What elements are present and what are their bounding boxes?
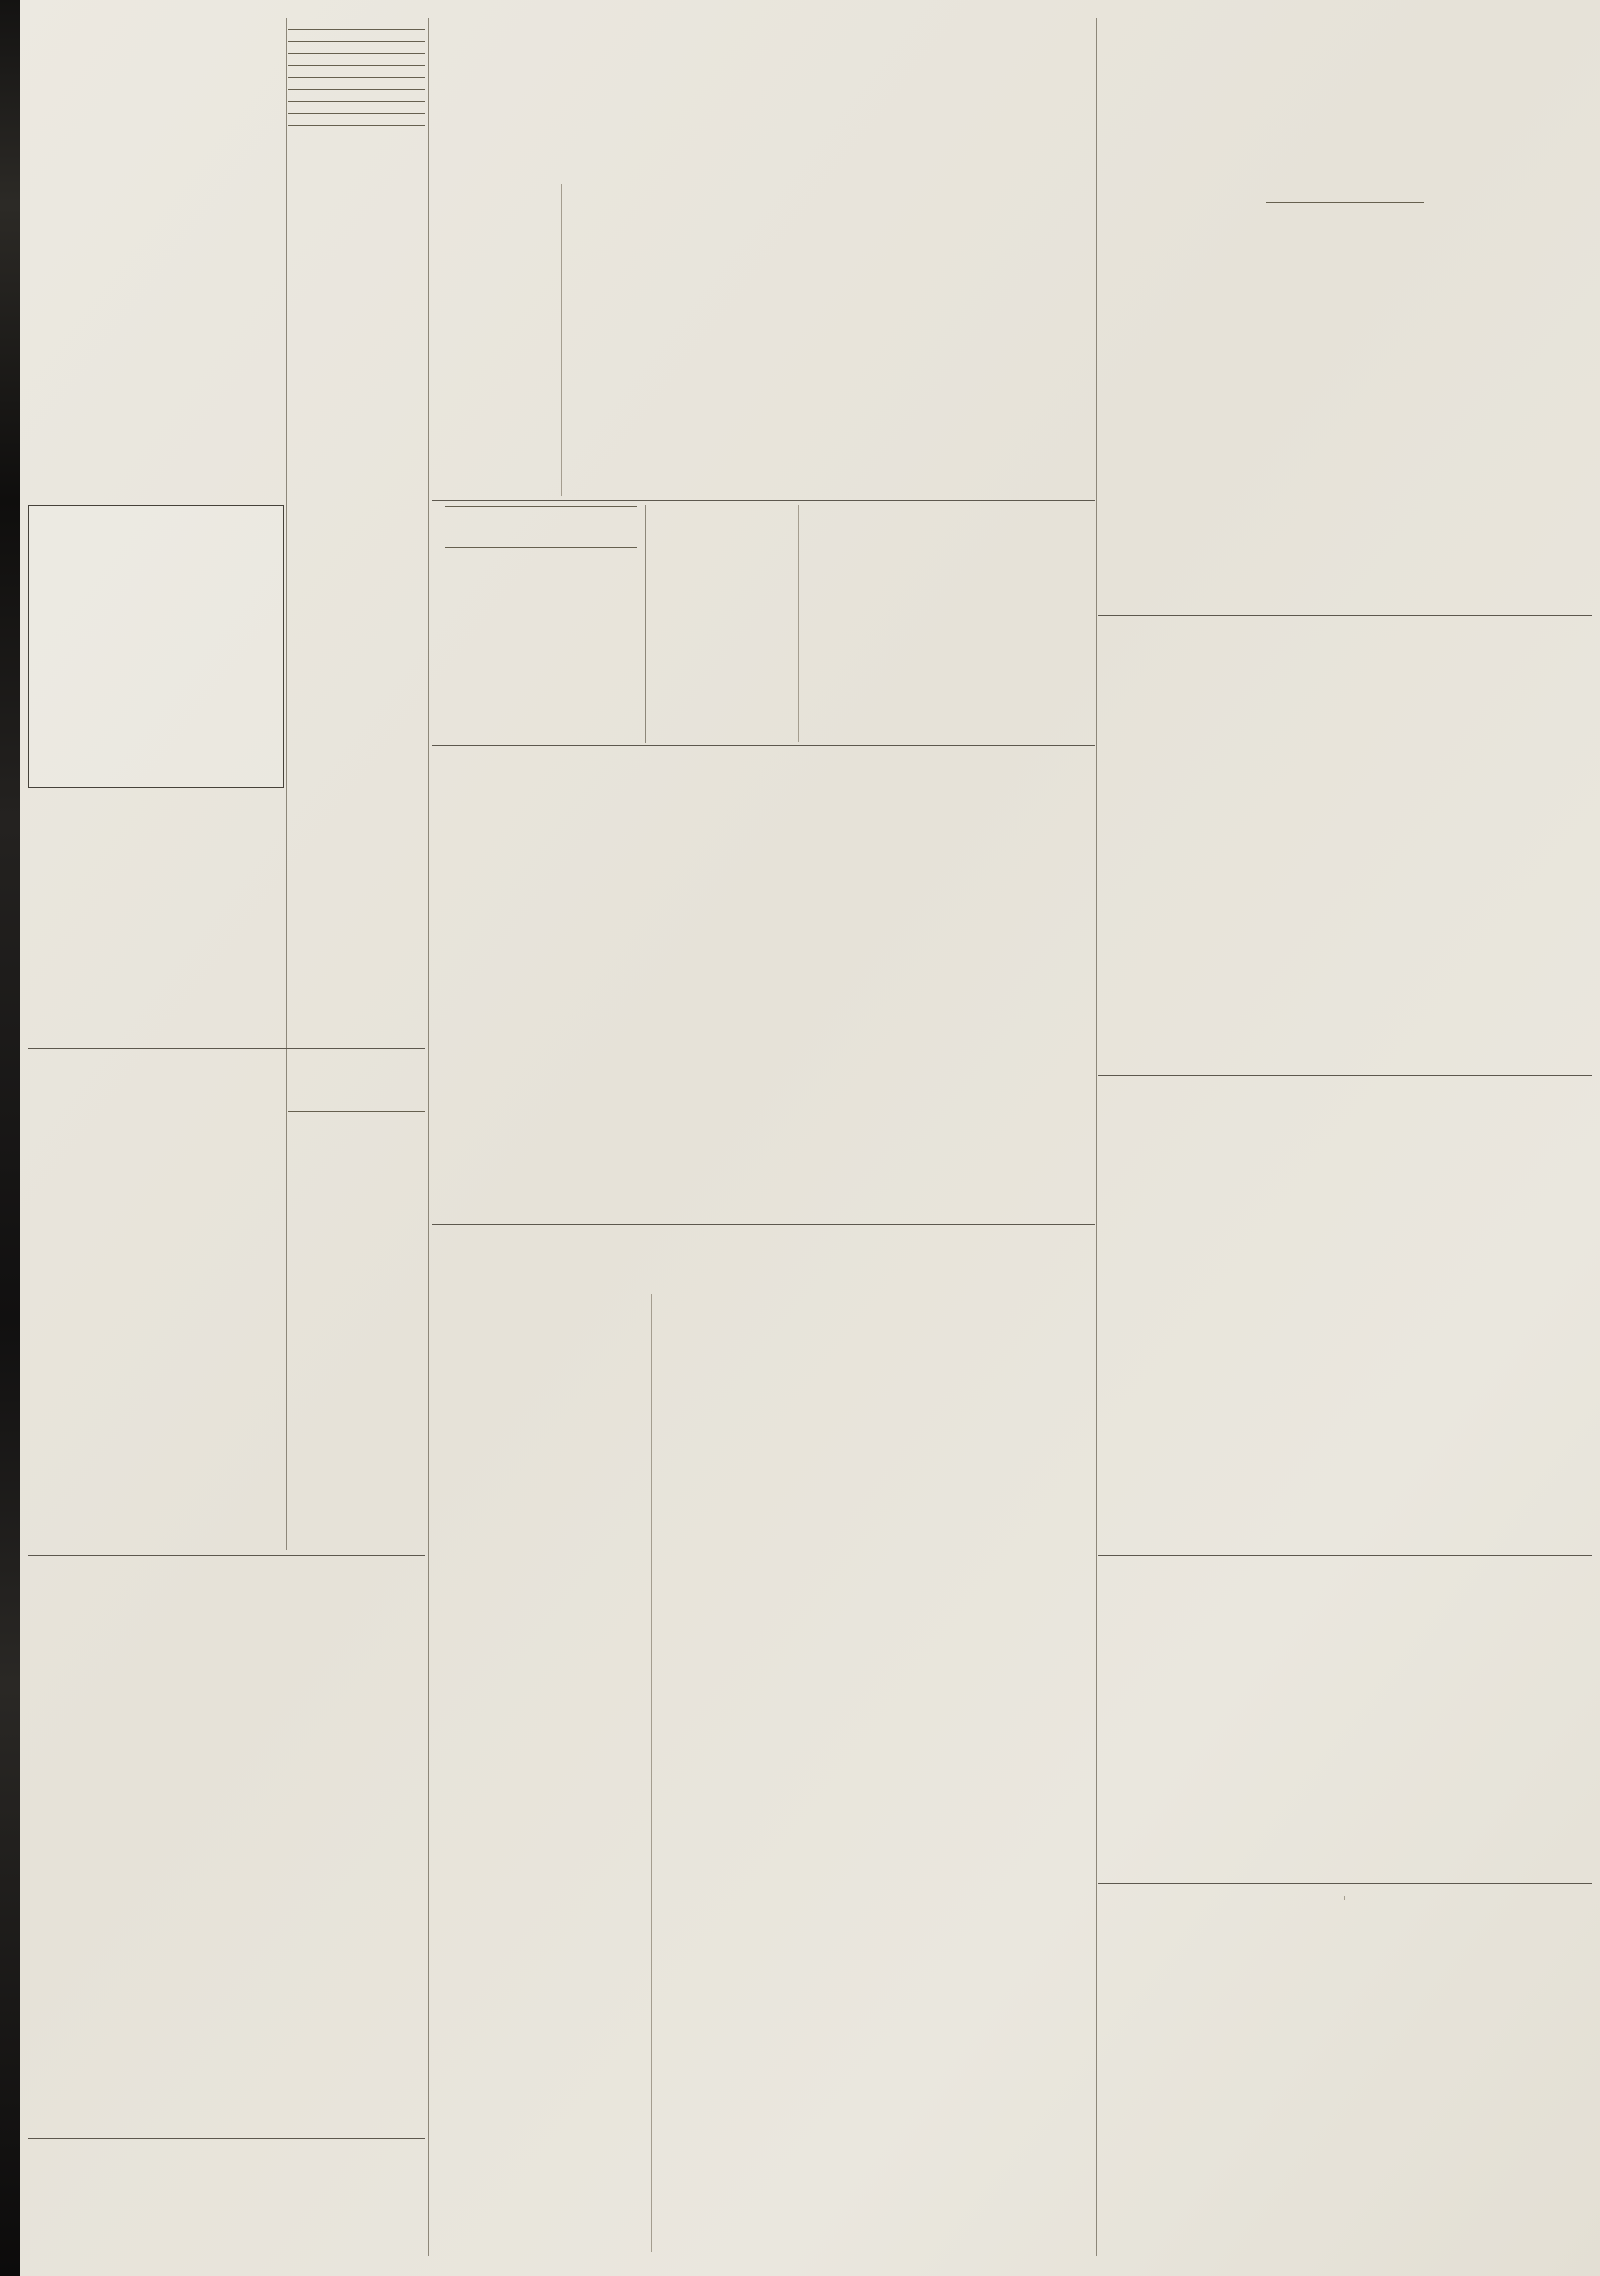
article-cancer-headline: [1098, 20, 1428, 118]
section-rule: [432, 745, 1095, 746]
article-teachers-strike: [288, 125, 425, 130]
column-2-briefs: [288, 18, 425, 1048]
bonds-tier-1: [1098, 1896, 1345, 1900]
section-rule: [28, 1555, 425, 1556]
cancer-column-right: [1434, 20, 1592, 612]
column-rule: [428, 18, 429, 2256]
article-piraeus-market: [1098, 196, 1256, 612]
article-lebanon-headline: [432, 14, 1095, 134]
section-rule: [432, 500, 1095, 501]
section-rule: [1098, 1883, 1592, 1884]
article-livestock-prices: [28, 793, 284, 1045]
economy-section: [28, 505, 284, 788]
article-exports-body: [432, 1294, 1095, 2252]
cancer-column-middle: [1266, 196, 1424, 612]
bonds-tables: [1098, 1896, 1592, 1900]
article-two-mps: [288, 65, 425, 70]
article-theodorakis-headline: [1098, 1562, 1592, 1600]
column-rule: [286, 18, 287, 1550]
article-opposition-headline: [432, 750, 1095, 806]
article-education: [28, 18, 284, 502]
scan-edge-strip: [0, 0, 20, 2276]
article-intl-agreement: [288, 53, 425, 58]
article-medical-headline: [28, 1054, 425, 1096]
article-tugboats-strike: [288, 18, 425, 22]
article-lebanon-body-b-right: [652, 505, 1095, 742]
fx-summary: [445, 506, 637, 548]
section-rule: [28, 1048, 425, 1049]
notice-rymotomiko-1: [288, 1100, 425, 1104]
section-rule: [1098, 1075, 1592, 1076]
article-medical-body: [28, 1100, 284, 1550]
article-exports-headline: [452, 1230, 1075, 1288]
article-driver-headline: [28, 1560, 425, 1604]
section-rule: [1098, 1555, 1592, 1556]
article-driver-body: [28, 1608, 425, 2132]
municipal-notices: [288, 1100, 425, 1550]
opposition-continued: [432, 808, 1095, 820]
article-opposition-body: [432, 824, 1095, 1222]
article-transport-bill: [288, 101, 425, 106]
article-soviet-headline: [1098, 1082, 1592, 1120]
article-soviet-body: [1098, 1146, 1592, 1548]
article-security-headline: [1098, 622, 1592, 662]
article-president-audiences: [288, 41, 425, 46]
article-lebanon-body-b-left: [432, 556, 638, 742]
column-rule: [645, 505, 646, 743]
article-cancer-subhead: [1098, 122, 1428, 188]
article-lebanon-body-a: [432, 184, 1095, 496]
article-komotini: [1266, 202, 1424, 207]
article-security-body: [1098, 688, 1592, 1070]
article-theodorakis-body: [1098, 1604, 1592, 1878]
article-lebanon-subhead: [452, 136, 1075, 180]
article-security-subhead: [1098, 664, 1592, 682]
section-rule: [1098, 615, 1592, 616]
gold-price-brief: [288, 77, 425, 82]
article-prosklitirio: [28, 2144, 425, 2256]
section-rule: [28, 2138, 425, 2139]
article-bond-lottery: [1098, 1890, 1592, 2256]
economy-tables: [35, 516, 277, 734]
column-rule: [1096, 18, 1097, 2256]
article-karla: [288, 89, 425, 94]
article-ote-dismissal: [288, 29, 425, 34]
section-rule: [432, 1224, 1095, 1225]
bonds-tier-2: [1345, 1896, 1592, 1900]
article-mayors-strasbourg: [288, 113, 425, 118]
notice-rymotomiko-2: [288, 1111, 425, 1116]
article-soviet-subhead: [1098, 1122, 1592, 1140]
